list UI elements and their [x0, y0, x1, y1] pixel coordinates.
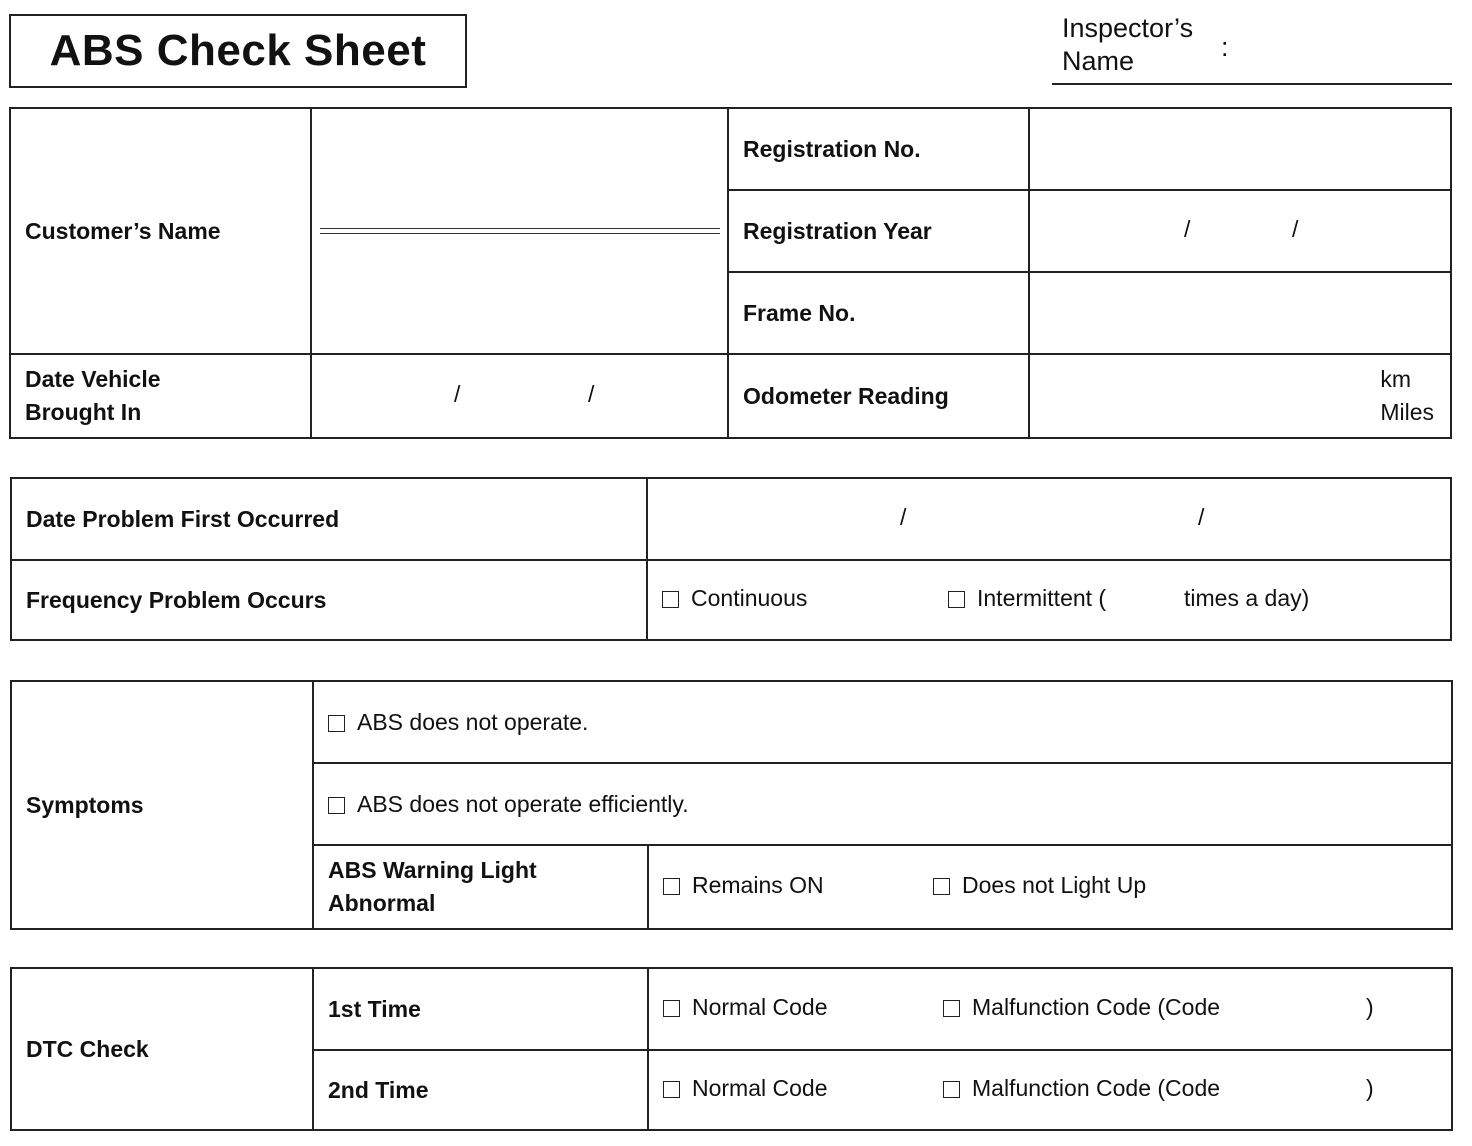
date-problem-first-label: Date Problem First Occurred: [11, 478, 647, 560]
warning-light-label: [313, 845, 648, 929]
checkbox-icon[interactable]: [933, 878, 950, 895]
date-separator: /: [1292, 216, 1299, 242]
checkbox-icon[interactable]: [663, 1000, 680, 1017]
customer-name-label: Customer’s Name: [10, 108, 311, 354]
customer-name-underline: [320, 228, 720, 234]
inspector-label-line1: Inspector’s: [1062, 13, 1194, 43]
remains-on-option[interactable]: [663, 872, 824, 899]
does-not-light-option[interactable]: [933, 872, 1146, 899]
checkbox-icon[interactable]: [328, 715, 345, 732]
symptom-not-operate-option[interactable]: [313, 681, 1452, 763]
dtc-second-malfunction-option[interactable]: [943, 1075, 1220, 1102]
date-separator: /: [900, 504, 907, 530]
checkbox-icon[interactable]: [948, 591, 965, 608]
malfunction-code-label: Malfunction Code (Code: [972, 994, 1221, 1020]
registration-year-label: Registration Year: [728, 190, 1029, 272]
continuous-label: Continuous: [691, 585, 808, 611]
checkbox-icon[interactable]: [663, 1081, 680, 1098]
checkbox-icon[interactable]: [943, 1081, 960, 1098]
remains-on-label: Remains ON: [692, 872, 824, 898]
registration-year-field[interactable]: [1029, 190, 1451, 272]
warning-light-options: [648, 845, 1452, 929]
inspector-colon: :: [1221, 32, 1229, 62]
registration-no-field[interactable]: [1029, 108, 1451, 190]
date-brought-in-line1: Date Vehicle: [25, 366, 161, 392]
frequency-continuous-option[interactable]: [662, 585, 807, 612]
date-separator: /: [1198, 504, 1205, 530]
inspector-label-line2: Name: [1062, 46, 1135, 76]
odometer-label: Odometer Reading: [728, 354, 1029, 438]
date-brought-in-field[interactable]: [311, 354, 728, 438]
checkbox-icon[interactable]: [943, 1000, 960, 1017]
normal-code-label: Normal Code: [692, 994, 828, 1020]
symptoms-label: Symptoms: [11, 681, 313, 929]
symptom-not-efficient-label: ABS does not operate efficiently.: [357, 790, 689, 817]
dtc-first-malfunction-option[interactable]: [943, 994, 1220, 1021]
date-separator: /: [588, 381, 595, 407]
intermittent-label: Intermittent (: [977, 585, 1107, 611]
close-paren: ): [1366, 1075, 1374, 1101]
unit-miles: Miles: [1380, 399, 1434, 425]
date-separator: /: [454, 381, 461, 407]
warning-light-line1: ABS Warning Light: [328, 857, 537, 883]
dtc-first-time-label: 1st Time: [313, 968, 648, 1050]
symptom-not-efficient-option[interactable]: [313, 763, 1452, 845]
dtc-table: [10, 967, 1453, 1131]
close-paren: ): [1366, 994, 1374, 1020]
date-brought-in-line2: Brought In: [25, 399, 142, 425]
inspector-name-field[interactable]: [1052, 83, 1452, 85]
frame-no-label: Frame No.: [728, 272, 1029, 354]
checkbox-icon[interactable]: [328, 797, 345, 814]
date-brought-in-label: [10, 354, 311, 438]
inspector-label: [1062, 12, 1193, 78]
symptom-not-operate-label: ABS does not operate.: [357, 708, 589, 735]
frequency-intermittent-option[interactable]: [948, 585, 1106, 612]
normal-code-label: Normal Code: [692, 1075, 828, 1101]
does-not-light-label: Does not Light Up: [962, 872, 1147, 898]
dtc-first-normal-option[interactable]: [663, 994, 828, 1021]
frequency-options: [647, 560, 1451, 640]
dtc-first-time-options: [648, 968, 1452, 1050]
date-separator: /: [1184, 216, 1191, 242]
page-title: ABS Check Sheet: [9, 14, 467, 88]
times-a-day-label: times a day): [1184, 585, 1310, 611]
warning-light-line2: Abnormal: [328, 890, 436, 916]
odometer-field[interactable]: [1029, 354, 1451, 438]
dtc-second-time-label: 2nd Time: [313, 1050, 648, 1130]
malfunction-code-label: Malfunction Code (Code: [972, 1075, 1221, 1101]
customer-name-field[interactable]: [311, 108, 728, 354]
vehicle-info-table: [9, 107, 1452, 439]
unit-km: km: [1380, 366, 1411, 392]
registration-no-label: Registration No.: [728, 108, 1029, 190]
date-problem-first-field[interactable]: [647, 478, 1451, 560]
dtc-second-time-options: [648, 1050, 1452, 1130]
symptoms-table: [10, 680, 1453, 930]
checkbox-icon[interactable]: [663, 878, 680, 895]
frame-no-field[interactable]: [1029, 272, 1451, 354]
dtc-check-label: DTC Check: [11, 968, 313, 1130]
problem-table: [10, 477, 1452, 641]
checkbox-icon[interactable]: [662, 591, 679, 608]
frequency-label: Frequency Problem Occurs: [11, 560, 647, 640]
dtc-second-normal-option[interactable]: [663, 1075, 828, 1102]
